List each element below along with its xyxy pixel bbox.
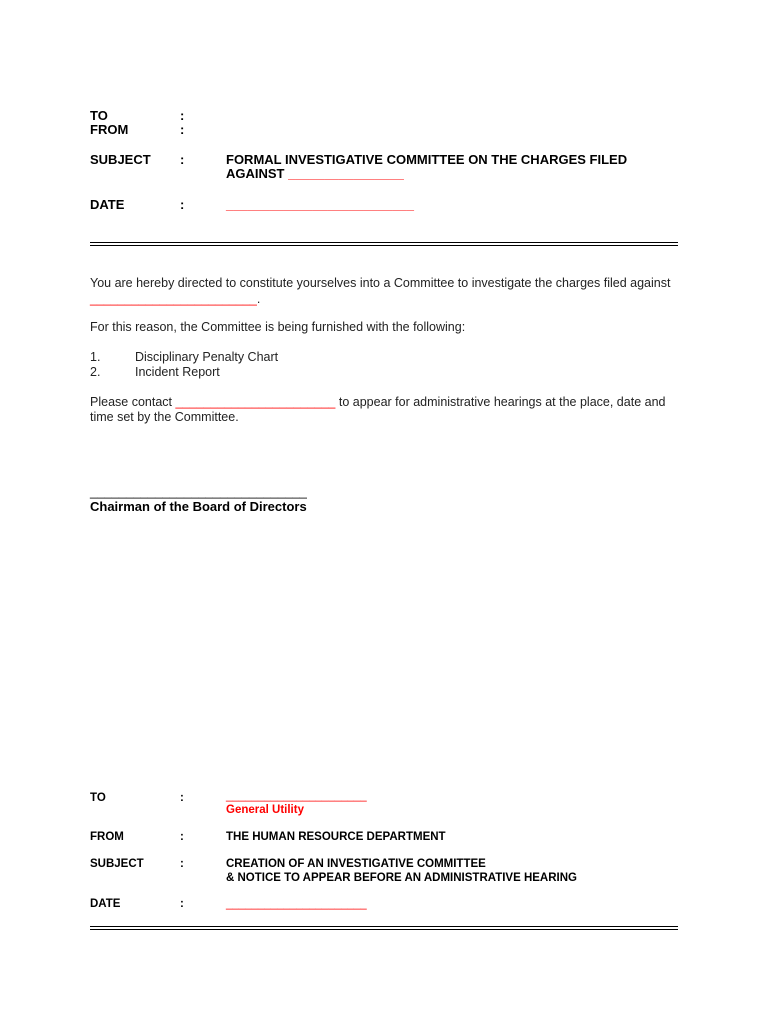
memo1-para3 [90,395,678,409]
signature-title: Chairman of the Board of Directors [90,499,307,514]
memo2-to-colon: : [180,792,184,804]
memo1-divider [90,242,678,246]
memo1-date-label: DATE [90,197,125,212]
memo1-from-colon: : [180,122,185,137]
memo2-from-label: FROM [90,831,124,843]
memo1-para3-prefix: Please contact [90,395,172,409]
memo1-para2: For this reason, the Committee is being furnished with the following: [90,320,466,334]
memo1-from-label: FROM [90,122,129,137]
memo1-para3-suffix: to appear for administrative hearings at the place, date and [338,395,666,409]
memo1-subject-blank[interactable]: ________________ [288,166,404,181]
list-item [90,350,278,364]
memo2-date-label: DATE [90,898,121,910]
memo2-date-blank[interactable]: ______________________ [226,898,367,910]
memo2-subject-line1: CREATION OF AN INVESTIGATIVE COMMITTEE [226,858,486,870]
list-item-number: 1. [90,350,101,364]
memo2-to-blank[interactable]: ______________________ [226,790,367,802]
memo2-from-value: THE HUMAN RESOURCE DEPARTMENT [226,831,446,843]
memo1-para1-period: . [256,292,261,306]
memo1-para3-blank[interactable]: _______________________ [175,395,336,409]
memo1-subject-colon: : [180,152,185,167]
signature-line[interactable]: ______________________________ [90,484,307,499]
memo2-subject-line2: & NOTICE TO APPEAR BEFORE AN ADMINISTRATIVE HEARING [226,872,577,884]
memo2-from-colon: : [180,831,184,843]
memo2-to-label: TO [90,792,106,804]
memo1-to-colon: : [180,108,185,123]
memo1-para1-line2 [90,292,260,306]
memo2-to-value: General Utility [226,804,304,816]
list-item-text: Disciplinary Penalty Chart [135,350,279,364]
memo2-subject-label: SUBJECT [90,858,144,870]
memo1-subject-label: SUBJECT [90,152,151,167]
memo1-para1-text: You are hereby directed to constitute yourselves into a Committee to investigate the charges filed against [90,276,671,290]
memo1-to-label: TO [90,108,108,123]
memo1-date-colon: : [180,197,185,212]
memo1-para1-blank[interactable]: ________________________ [90,292,257,306]
memo2-divider [90,926,678,930]
memo1-para1 [90,276,678,290]
memo2-date-colon: : [180,898,184,910]
memo2-subject-colon: : [180,858,184,870]
memo1-date-blank[interactable]: __________________________ [226,197,414,212]
list-item-text: Incident Report [135,365,220,379]
memo1-subject-line1: FORMAL INVESTIGATIVE COMMITTEE ON THE CHARGES FILED [226,152,628,167]
list-item [90,365,220,379]
memo1-para3-line2: time set by the Committee. [90,410,239,424]
list-item-number: 2. [90,365,101,379]
memo1-subject-line2 [226,166,404,181]
memo1-subject-against: AGAINST [226,166,285,181]
